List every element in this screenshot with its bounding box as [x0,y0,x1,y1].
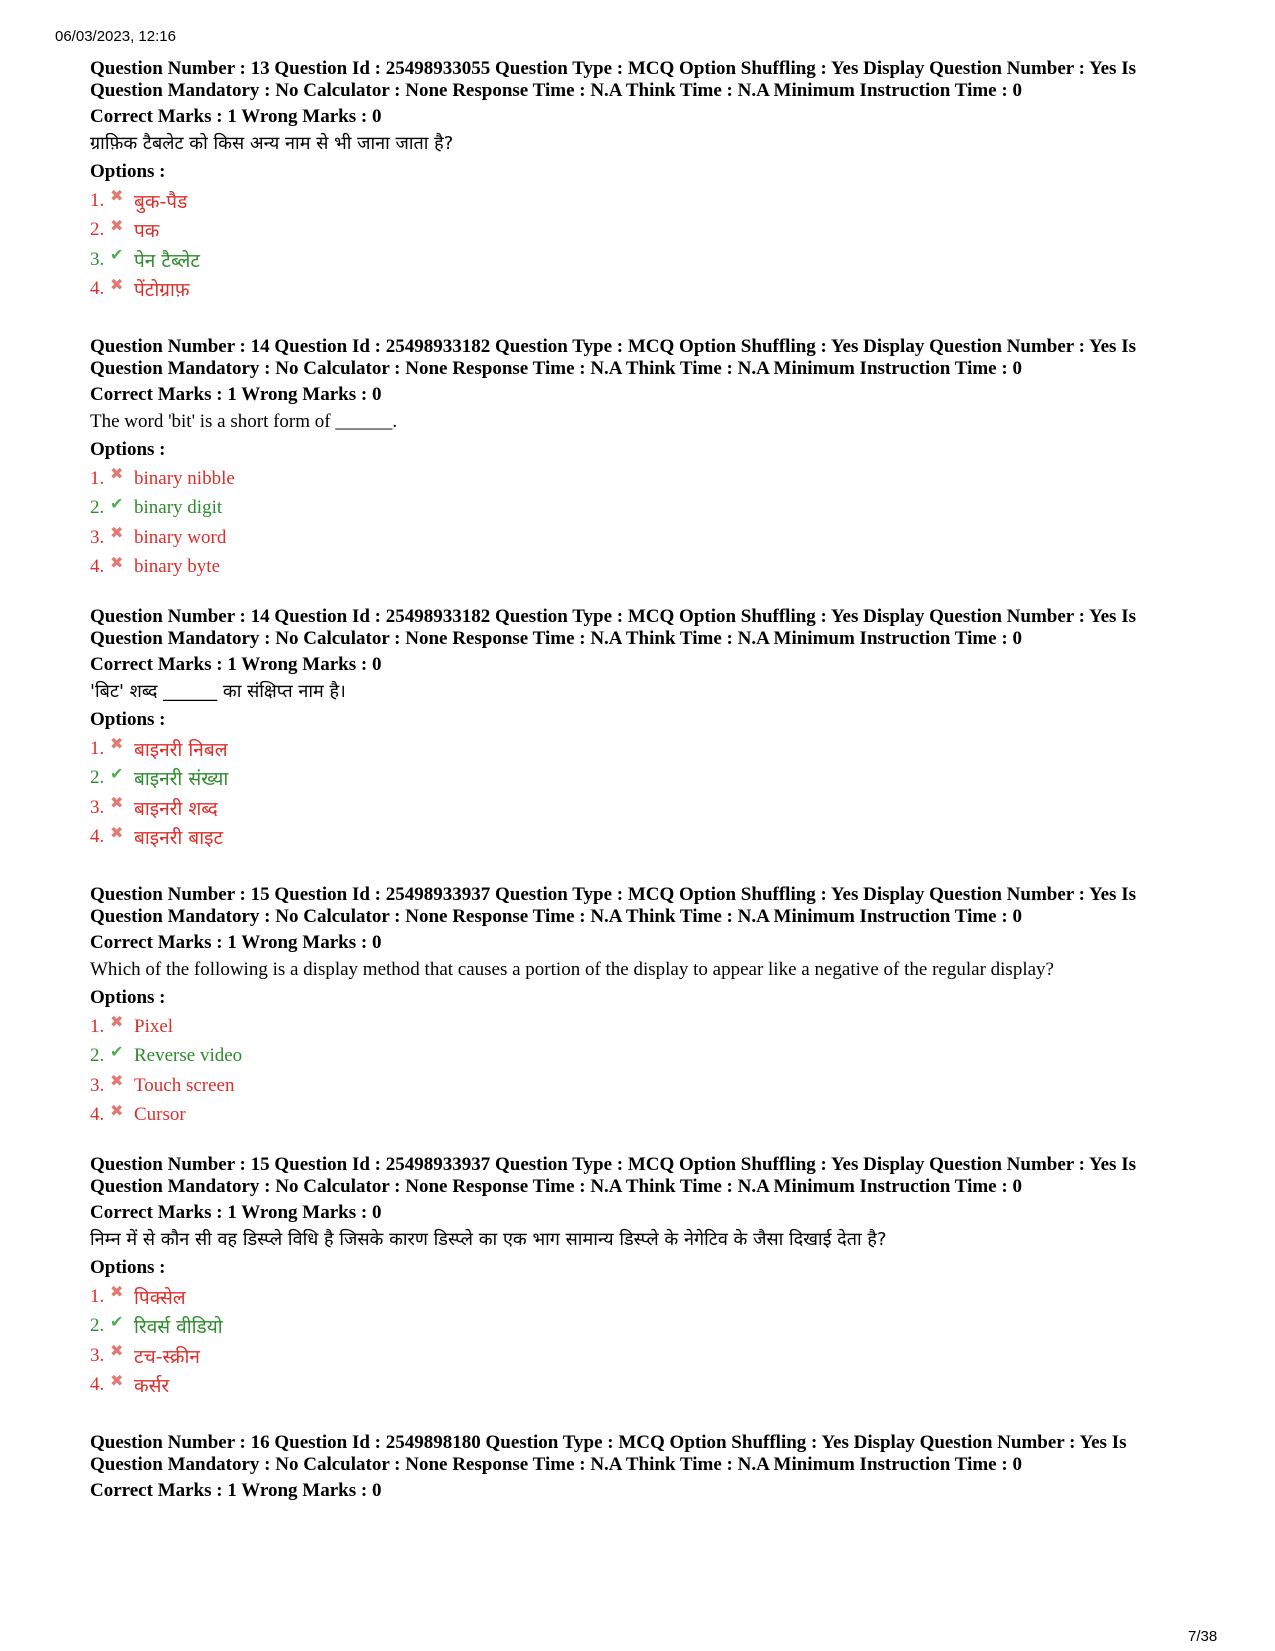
option-number: 2. [90,767,105,789]
option-number: 2. [90,1315,105,1337]
question-meta [90,58,1210,102]
option-item [90,1071,1210,1101]
option-number: 4. [90,1374,105,1396]
option-list [90,1282,1210,1400]
option-number: 4. [90,826,105,848]
option-item [90,793,1210,823]
option-number: 4. [90,278,105,300]
question-block [90,1154,1210,1400]
question-meta-line: Question Mandatory : No Calculator : None Response Time : N.A Think Time : N.A Minimum Instruction Time : 0 [90,80,1022,101]
option-item [90,823,1210,853]
checkmark-icon: ✔ [110,493,124,513]
option-text: बाइनरी शब्द [134,797,218,820]
question-text: ग्राफ़िक टैबलेट को किस अन्य नाम से भी जाना जाता है? [90,133,454,154]
question-meta-line: Question Mandatory : No Calculator : None Response Time : N.A Think Time : N.A Minimum Instruction Time : 0 [90,906,1022,927]
cross-icon: ✖ [110,1370,124,1390]
option-item [90,553,1210,583]
option-list [90,464,1210,582]
option-number: 3. [90,248,105,270]
cross-icon: ✖ [110,552,124,572]
option-text: Pixel [134,1015,174,1037]
option-item [90,1371,1210,1401]
option-list [90,734,1210,852]
option-text: binary byte [134,556,221,578]
cross-icon: ✖ [110,1100,124,1120]
option-text: Reverse video [134,1045,243,1067]
option-number: 1. [90,1285,105,1307]
option-text: पेन टैब्लेट [134,249,201,272]
checkmark-icon: ✔ [110,763,124,783]
question-meta-line: Question Mandatory : No Calculator : None Response Time : N.A Think Time : N.A Minimum Instruction Time : 0 [90,1454,1022,1475]
checkmark-icon: ✔ [110,1041,124,1061]
option-text: binary nibble [134,467,235,489]
option-item [90,523,1210,553]
option-number: 1. [90,189,105,211]
option-number: 1. [90,467,105,489]
cross-icon: ✖ [110,1341,124,1361]
option-text: बुक-पैड [134,190,188,213]
option-item [90,734,1210,764]
option-text: रिवर्स वीडियो [134,1316,223,1339]
question-meta-line: Question Number : 13 Question Id : 25498933055 Question Type : MCQ Option Shuffling : Yes Display Question Number : Yes Is [90,58,1136,79]
question-block [90,1432,1210,1502]
option-number: 1. [90,737,105,759]
option-text: Cursor [134,1104,186,1126]
option-text: पेंटोग्राफ़ [134,279,190,302]
question-text: 'बिट' शब्द ______ का संक्षिप्त नाम है। [90,681,346,702]
question-block [90,336,1210,582]
option-number: 2. [90,219,105,241]
question-block [90,58,1210,304]
option-number: 3. [90,1344,105,1366]
question-meta-line: Question Mandatory : No Calculator : None Response Time : N.A Think Time : N.A Minimum Instruction Time : 0 [90,628,1022,649]
question-marks: Correct Marks : 1 Wrong Marks : 0 [90,106,382,127]
option-item [90,1042,1210,1072]
cross-icon: ✖ [110,523,124,543]
question-meta [90,336,1210,380]
cross-icon: ✖ [110,186,124,206]
option-number: 1. [90,1015,105,1037]
question-text: The word 'bit' is a short form of ______. [90,411,398,432]
option-number: 4. [90,1104,105,1126]
question-text: Which of the following is a display method that causes a portion of the display to appear like a negative of the regular display? [90,959,1054,980]
question-meta [90,1154,1210,1198]
option-item [90,1101,1210,1131]
options-label: Options : [90,439,166,460]
option-number: 2. [90,497,105,519]
option-item [90,494,1210,524]
question-meta [90,884,1210,928]
option-text: बाइनरी बाइट [134,827,224,850]
question-meta-line: Question Number : 15 Question Id : 25498933937 Question Type : MCQ Option Shuffling : Yes Display Question Number : Yes Is [90,884,1136,905]
option-number: 4. [90,556,105,578]
cross-icon: ✖ [110,822,124,842]
cross-icon: ✖ [110,793,124,813]
option-text: टच-स्क्रीन [134,1345,200,1368]
question-marks: Correct Marks : 1 Wrong Marks : 0 [90,384,382,405]
option-text: binary digit [134,497,223,519]
question-block [90,606,1210,852]
option-item [90,764,1210,794]
options-label: Options : [90,1257,166,1278]
question-marks: Correct Marks : 1 Wrong Marks : 0 [90,1480,382,1501]
checkmark-icon: ✔ [110,245,124,265]
option-list [90,186,1210,304]
question-block [90,884,1210,1130]
option-item [90,186,1210,216]
cross-icon: ✖ [110,464,124,484]
checkmark-icon: ✔ [110,1311,124,1331]
cross-icon: ✖ [110,274,124,294]
option-list [90,1012,1210,1130]
option-item [90,275,1210,305]
option-text: Touch screen [134,1074,235,1096]
options-label: Options : [90,709,166,730]
cross-icon: ✖ [110,1282,124,1302]
question-meta-line: Question Number : 14 Question Id : 25498933182 Question Type : MCQ Option Shuffling : Yes Display Question Number : Yes Is [90,336,1136,357]
page-number: 7/38 [1188,1628,1218,1645]
question-text: निम्न में से कौन सी वह डिस्प्ले विधि है जिसके कारण डिस्प्ले का एक भाग सामान्य डिस्प्ले के नेगेटिव के जैसा दिखाई देता है? [90,1229,887,1250]
question-meta-line: Question Number : 16 Question Id : 2549898180 Question Type : MCQ Option Shuffling : Yes Display Question Number : Yes Is [90,1432,1127,1453]
option-item [90,216,1210,246]
option-number: 3. [90,796,105,818]
question-meta-line: Question Mandatory : No Calculator : None Response Time : N.A Think Time : N.A Minimum Instruction Time : 0 [90,1176,1022,1197]
option-text: पक [134,220,160,243]
option-number: 3. [90,526,105,548]
option-item [90,1312,1210,1342]
option-text: बाइनरी निबल [134,738,228,761]
options-label: Options : [90,161,166,182]
cross-icon: ✖ [110,734,124,754]
options-label: Options : [90,987,166,1008]
question-meta-line: Question Number : 14 Question Id : 25498933182 Question Type : MCQ Option Shuffling : Yes Display Question Number : Yes Is [90,606,1136,627]
option-text: पिक्सेल [134,1286,186,1309]
option-item [90,1341,1210,1371]
option-text: binary word [134,526,227,548]
question-marks: Correct Marks : 1 Wrong Marks : 0 [90,1202,382,1223]
option-text: बाइनरी संख्या [134,768,229,791]
question-meta-line: Question Mandatory : No Calculator : None Response Time : N.A Think Time : N.A Minimum Instruction Time : 0 [90,358,1022,379]
option-item [90,1012,1210,1042]
option-number: 3. [90,1074,105,1096]
option-number: 2. [90,1045,105,1067]
cross-icon: ✖ [110,1071,124,1091]
cross-icon: ✖ [110,215,124,235]
question-marks: Correct Marks : 1 Wrong Marks : 0 [90,932,382,953]
option-item [90,464,1210,494]
print-timestamp: 06/03/2023, 12:16 [55,28,176,45]
option-text: कर्सर [134,1375,170,1398]
option-item [90,1282,1210,1312]
question-meta-line: Question Number : 15 Question Id : 25498933937 Question Type : MCQ Option Shuffling : Yes Display Question Number : Yes Is [90,1154,1136,1175]
cross-icon: ✖ [110,1012,124,1032]
question-meta [90,606,1210,650]
option-item [90,245,1210,275]
question-marks: Correct Marks : 1 Wrong Marks : 0 [90,654,382,675]
question-meta [90,1432,1210,1476]
